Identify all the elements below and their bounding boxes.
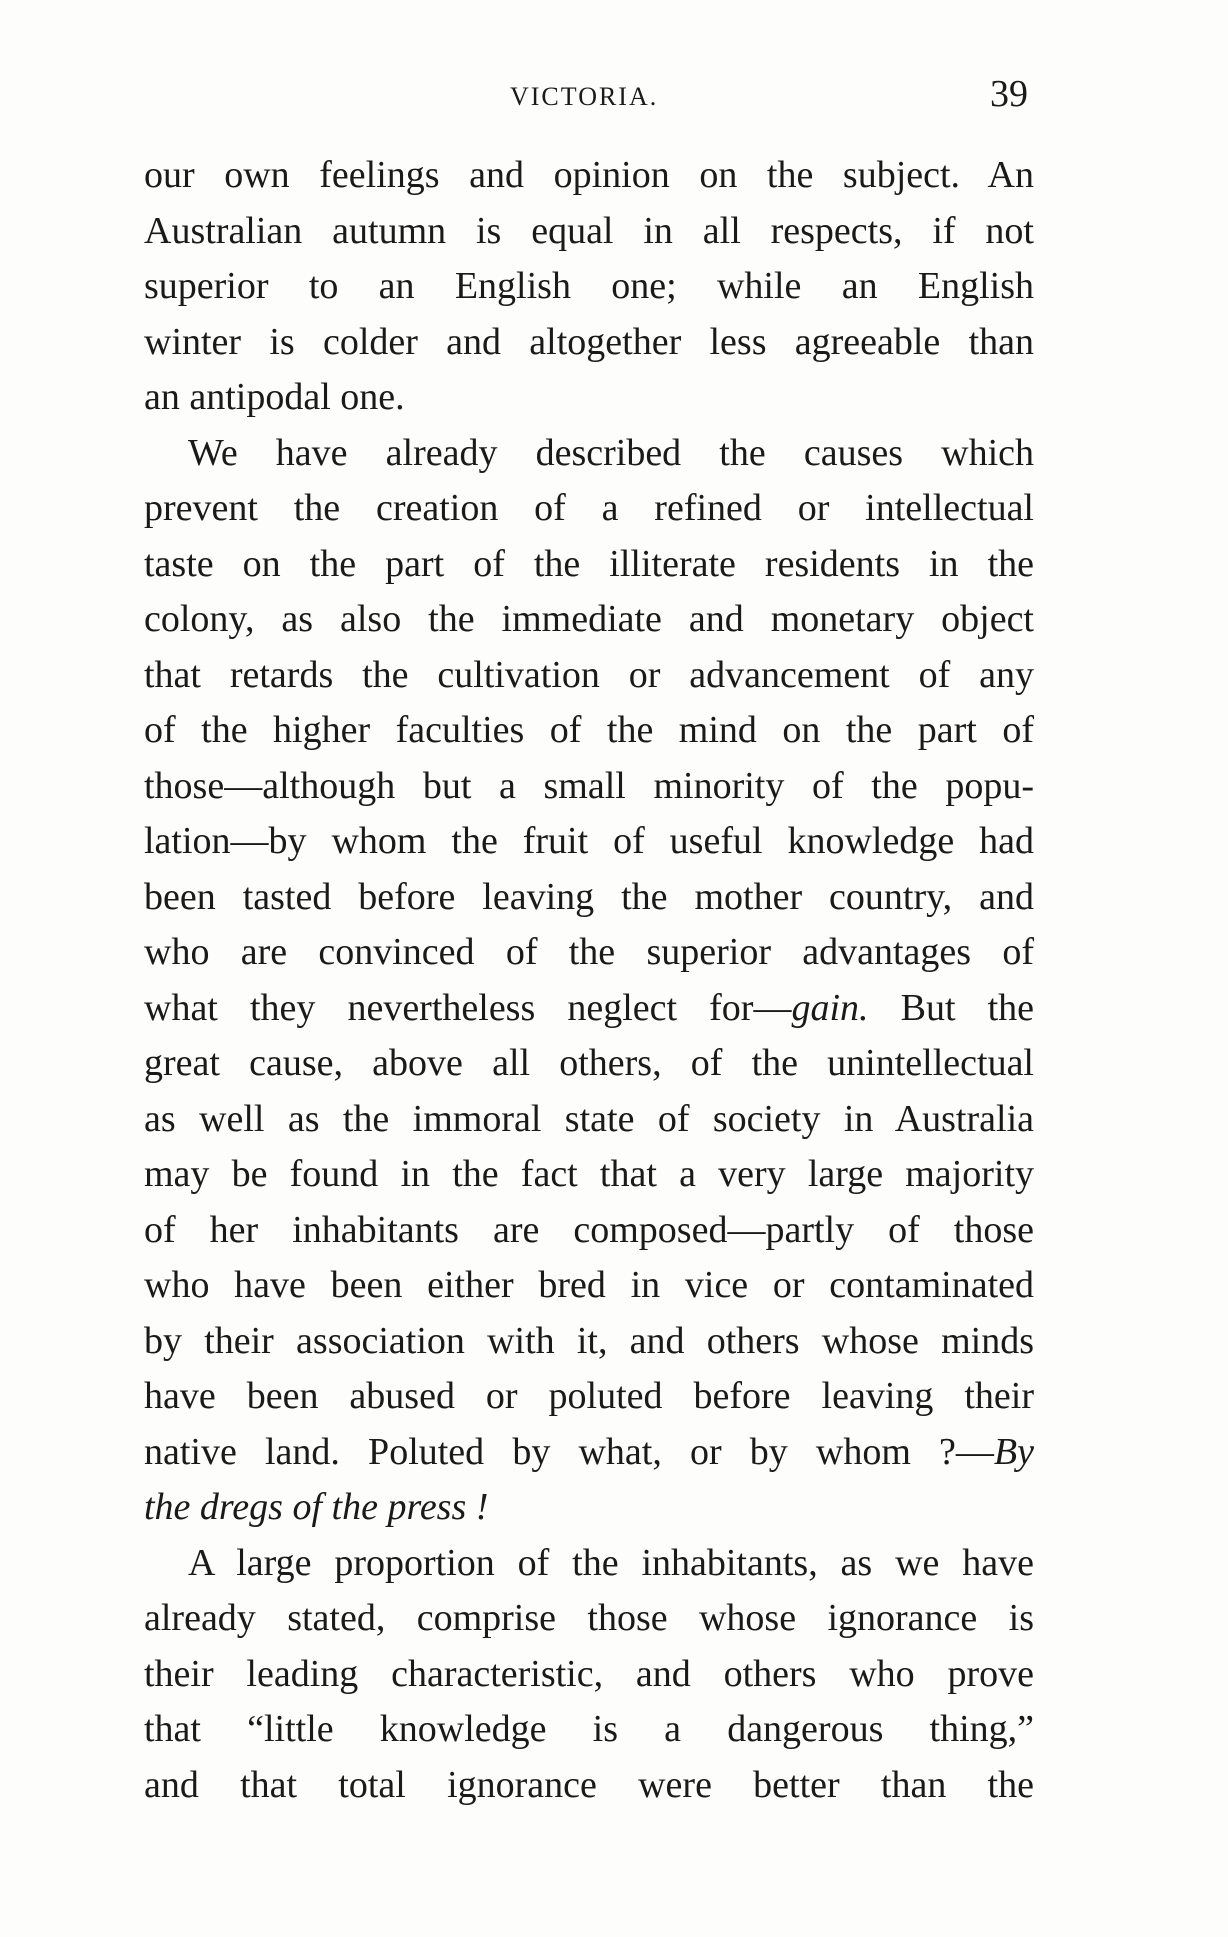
text-line: of her inhabitants are composed—partly of those: [144, 1208, 1034, 1251]
text-line: that retards the cultivation or advancement of any: [144, 653, 1034, 696]
text-line: our own feelings and opinion on the subject. An: [144, 154, 1034, 196]
page-number: 39: [990, 73, 1028, 115]
running-title: VICTORIA.: [510, 82, 659, 111]
text-line-gain: [144, 981, 1034, 1037]
gain-italic: gain.: [791, 986, 869, 1029]
text-line: colony, as also the immediate and monetary object: [144, 598, 1034, 640]
closing-italic-line: the dregs of the press !: [144, 1486, 489, 1528]
gain-prefix: what they nevertheless neglect for—: [144, 986, 792, 1029]
text-line: have been abused or poluted before leaving their: [144, 1375, 1034, 1417]
text-line: that “little knowledge is a dangerous thing,”: [144, 1708, 1034, 1750]
text-line: taste on the part of the illiterate residents in the: [144, 542, 1034, 585]
text-line: of the higher faculties of the mind on the part of: [144, 709, 1034, 751]
by-prefix: native land. Poluted by what, or by whom ?—: [144, 1430, 994, 1473]
text-line: A large proportion of the inhabitants, as we have: [188, 1541, 1034, 1584]
text-line: who have been either bred in vice or contaminated: [144, 1264, 1034, 1306]
text-line-by: [144, 1425, 1034, 1481]
text-line: prevent the creation of a refined or intellectual: [144, 487, 1034, 529]
by-italic: By: [993, 1430, 1034, 1473]
paragraph-2: [144, 426, 1034, 1536]
text-line: winter is colder and altogether less agreeable than: [144, 320, 1034, 363]
text-line: great cause, above all others, of the unintellectual: [144, 1042, 1034, 1084]
gain-suffix: But the: [868, 986, 1035, 1029]
text-line: been tasted before leaving the mother country, and: [144, 875, 1034, 918]
text-line: We have already described the causes which: [188, 431, 1034, 474]
paragraph-3: [144, 1536, 1034, 1814]
text-line: and that total ignorance were better than the: [144, 1763, 1034, 1806]
text-line: their leading characteristic, and others who prove: [144, 1652, 1034, 1695]
text-line: lation—by whom the fruit of useful knowledge had: [144, 820, 1034, 862]
text-line: an antipodal one.: [144, 376, 405, 418]
text-line: by their association with it, and others whose minds: [144, 1319, 1034, 1362]
body-text: [144, 148, 1034, 1813]
text-line: may be found in the fact that a very large majority: [144, 1153, 1034, 1195]
text-line: who are convinced of the superior advantages of: [144, 931, 1034, 973]
text-line: those—although but a small minority of the popu-: [144, 764, 1034, 807]
text-line: already stated, comprise those whose ignorance is: [144, 1597, 1034, 1639]
text-line: superior to an English one; while an English: [144, 265, 1034, 307]
paragraph-1: [144, 148, 1034, 426]
text-line: as well as the immoral state of society in Australia: [144, 1097, 1034, 1140]
text-line: Australian autumn is equal in all respects, if not: [144, 209, 1034, 252]
